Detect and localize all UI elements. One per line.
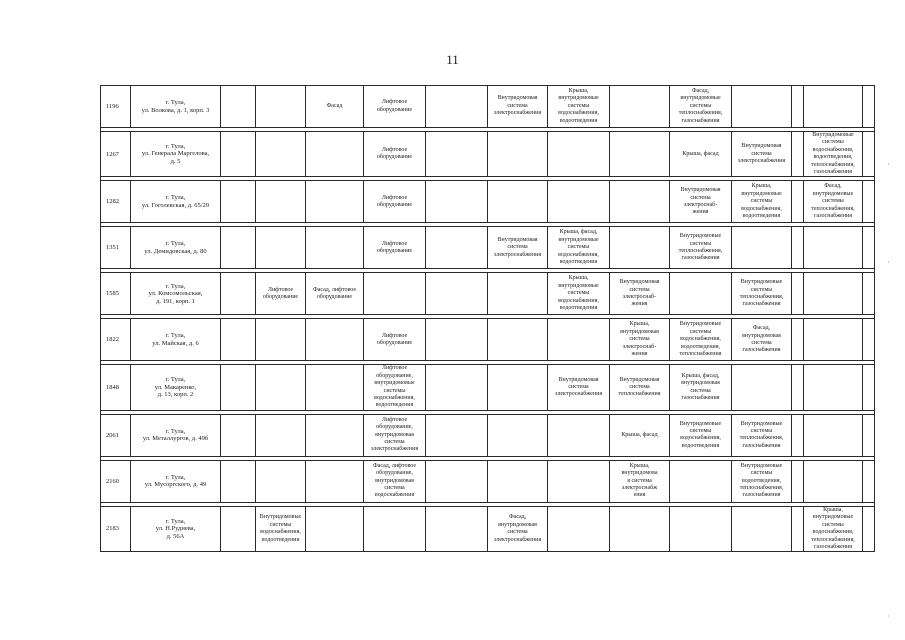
work-type-cell [488, 365, 548, 410]
table-row [101, 319, 875, 361]
work-type-cell: Внутридомовые системы теплоснабжения, газоснабжения [670, 227, 732, 269]
work-type-cell [221, 181, 256, 223]
work-type-cell [610, 181, 670, 223]
work-type-cell [610, 132, 670, 177]
work-type-cell [221, 319, 256, 361]
work-type-cell [863, 506, 875, 551]
table-row [101, 86, 875, 128]
row-number: 2061 [101, 414, 131, 456]
work-type-cell: Крыша, внутридомовая система электроснаб- жения [610, 319, 670, 361]
work-type-cell [548, 132, 610, 177]
work-type-cell [306, 319, 364, 361]
building-address: г. Тула, ул. Майская, д. 6 [131, 319, 221, 361]
work-type-cell [863, 460, 875, 502]
work-type-cell [256, 460, 306, 502]
work-type-cell [364, 273, 426, 315]
work-type-cell: Крыша, фасад, внутридомовые системы водоснабжения, водоотведения [548, 227, 610, 269]
work-type-cell [306, 414, 364, 456]
work-type-cell: Лифтовое оборудование [256, 273, 306, 315]
work-type-cell: Внутридомовая система электроснаб- жения [670, 181, 732, 223]
work-type-cell [863, 319, 875, 361]
work-type-cell: Внутридомовая система электроснабжения [488, 86, 548, 128]
work-type-cell [804, 86, 863, 128]
work-type-cell: Крыша, внутридомовые системы водоснабжения, теплоснабжения, газоснабжения [804, 506, 863, 551]
work-type-cell: Внутридомовая система электроснабжения [732, 132, 792, 177]
work-type-cell [804, 365, 863, 410]
work-type-cell: Лифтовое оборудование [364, 181, 426, 223]
margin-mark: · [887, 258, 890, 267]
work-type-cell [548, 414, 610, 456]
row-number: 2183 [101, 506, 131, 551]
work-type-cell [426, 414, 488, 456]
work-type-cell: Внутридомовые системы водоснабжения, водоотведения [670, 414, 732, 456]
work-type-cell [221, 273, 256, 315]
work-type-cell: Лифтовое оборудование, внутридомовые системы водоснабжения, водоотведения [364, 365, 426, 410]
work-type-cell [426, 319, 488, 361]
building-address: г. Тула, ул. Комсомольская, д. 191, корп. 1 [131, 273, 221, 315]
building-address: г. Тула, ул. Макаренко, д. 13, корп. 2 [131, 365, 221, 410]
work-type-cell [306, 506, 364, 551]
table-row [101, 460, 875, 502]
work-type-cell [426, 506, 488, 551]
work-type-cell [792, 460, 804, 502]
work-type-cell: Внутридомовая система теплоснабжения [610, 365, 670, 410]
margin-mark: · [887, 160, 890, 169]
work-type-cell [732, 227, 792, 269]
work-type-cell [256, 181, 306, 223]
page-number: 11 [446, 52, 459, 67]
work-type-cell [804, 319, 863, 361]
work-type-cell [804, 273, 863, 315]
work-type-cell [426, 365, 488, 410]
table-row [101, 132, 875, 177]
work-type-cell [488, 460, 548, 502]
row-number: 1848 [101, 365, 131, 410]
building-address: г. Тула, ул. Металлургов, д. 49б [131, 414, 221, 456]
row-number: 1282 [101, 181, 131, 223]
work-type-cell [792, 506, 804, 551]
work-type-cell [221, 227, 256, 269]
work-type-cell: Внутридомовые системы водоснабжения, водоотведения, теплоснабжения, газоснабжения [804, 132, 863, 177]
work-type-cell [256, 319, 306, 361]
work-type-cell: Крыша, фасад [610, 414, 670, 456]
work-type-cell: Крыша, внутридомова я система электроснабж ения [610, 460, 670, 502]
work-type-cell [610, 227, 670, 269]
work-type-cell [610, 86, 670, 128]
work-type-cell [804, 460, 863, 502]
work-type-cell [792, 227, 804, 269]
work-type-cell: Фасад, лифтовое оборудование, внутридомовая система водоснабжения [364, 460, 426, 502]
work-type-cell [792, 132, 804, 177]
work-type-cell [221, 460, 256, 502]
housing-repair-schedule-table [100, 85, 875, 552]
work-type-cell [221, 506, 256, 551]
work-type-cell [863, 227, 875, 269]
table-row [101, 414, 875, 456]
work-type-cell: Крыша, внутридомовые системы водоснабжения, водоотведения [548, 273, 610, 315]
work-type-cell: Внутридомовые системы теплоснабжения, газоснабжения [732, 414, 792, 456]
work-type-cell [863, 365, 875, 410]
work-type-cell [670, 506, 732, 551]
work-type-cell [792, 319, 804, 361]
work-type-cell [732, 86, 792, 128]
building-address: г. Тула, ул. Н.Руднева, д. 56А [131, 506, 221, 551]
building-address: г. Тула, ул. Гоголевская, д. 65/29 [131, 181, 221, 223]
work-type-cell [221, 132, 256, 177]
row-number: 1822 [101, 319, 131, 361]
building-address: г. Тула, ул. Мусоргского, д. 49 [131, 460, 221, 502]
work-type-cell: Внутридомовые системы теплоснабжения, газоснабжения [732, 273, 792, 315]
work-type-cell [792, 273, 804, 315]
work-type-cell: Внутридомовая система электроснабжения [488, 227, 548, 269]
work-type-cell [548, 181, 610, 223]
building-address: г. Тула, ул. Волкова, д. 1, корп. 3 [131, 86, 221, 128]
work-type-cell [732, 365, 792, 410]
work-type-cell [863, 273, 875, 315]
work-type-cell [488, 273, 548, 315]
row-number: 1267 [101, 132, 131, 177]
work-type-cell: Фасад, внутридомовая система газоснабжения [732, 319, 792, 361]
work-type-cell [548, 319, 610, 361]
work-type-cell [863, 132, 875, 177]
work-type-cell [488, 132, 548, 177]
work-type-cell: Фасад, внутридомовые системы теплоснабжения, газоснабжения [804, 181, 863, 223]
building-address: г. Тула, ул. Генерала Маргелова, д. 5 [131, 132, 221, 177]
work-type-cell [804, 227, 863, 269]
work-type-cell [792, 365, 804, 410]
work-type-cell [426, 132, 488, 177]
work-type-cell: Крыша, фасад [670, 132, 732, 177]
work-type-cell: Лифтовое оборудование [364, 86, 426, 128]
work-type-cell [256, 132, 306, 177]
work-type-cell [221, 365, 256, 410]
work-type-cell [670, 273, 732, 315]
work-type-cell [863, 414, 875, 456]
row-number: 2160 [101, 460, 131, 502]
work-type-cell [221, 414, 256, 456]
work-type-cell: Фасад, внутридомовая система электроснабжения [488, 506, 548, 551]
work-type-cell [256, 227, 306, 269]
work-type-cell [548, 460, 610, 502]
work-type-cell [670, 460, 732, 502]
work-type-cell [792, 414, 804, 456]
work-type-cell: Лифтовое оборудование [364, 132, 426, 177]
row-number: 1196 [101, 86, 131, 128]
work-type-cell: Внутридомовая система электроснабжения [548, 365, 610, 410]
row-number: 1585 [101, 273, 131, 315]
work-type-cell [306, 181, 364, 223]
work-type-cell [426, 460, 488, 502]
work-type-cell [488, 181, 548, 223]
work-type-cell: Внутридомовые системы водоснабжения, водоотведения [256, 506, 306, 551]
work-type-cell [426, 227, 488, 269]
work-type-cell [426, 86, 488, 128]
work-type-cell [732, 506, 792, 551]
work-type-cell [863, 86, 875, 128]
table-body [101, 86, 875, 552]
margin-mark: · [887, 612, 890, 621]
row-number: 1351 [101, 227, 131, 269]
work-type-cell [610, 506, 670, 551]
work-type-cell [306, 227, 364, 269]
work-type-cell [426, 181, 488, 223]
work-type-cell [426, 273, 488, 315]
work-type-cell: Лифтовое оборудование [364, 319, 426, 361]
work-type-cell: Лифтовое оборудование [364, 227, 426, 269]
work-type-cell [256, 414, 306, 456]
table-row [101, 273, 875, 315]
work-type-cell: Фасад, лифтовое оборудование [306, 273, 364, 315]
work-type-cell [306, 460, 364, 502]
work-type-cell [863, 181, 875, 223]
building-address: г. Тула, ул. Демидовская, д. 80 [131, 227, 221, 269]
table-row [101, 181, 875, 223]
work-type-cell: Крыша, фасад, внутридомовая система газоснабжения [670, 365, 732, 410]
work-type-cell: Внутридомовая система электроснаб- жения [610, 273, 670, 315]
work-type-cell [364, 506, 426, 551]
work-type-cell: Внутридомовые системы водоснабжения, водоотведения, теплоснабжения [670, 319, 732, 361]
work-type-cell [488, 319, 548, 361]
work-type-cell: Фасад, внутридомовые системы теплоснабжения, газоснабжения [670, 86, 732, 128]
work-type-cell [306, 365, 364, 410]
work-type-cell: Внутридомовые системы водоотведения, теплоснабжения, газоснабжения [732, 460, 792, 502]
work-type-cell [256, 86, 306, 128]
work-type-cell: Лифтовое оборудование, внутридомовая система электроснабжения [364, 414, 426, 456]
work-type-cell [221, 86, 256, 128]
work-type-cell [548, 506, 610, 551]
work-type-cell: Фасад [306, 86, 364, 128]
work-type-cell [804, 414, 863, 456]
table-row [101, 506, 875, 551]
work-type-cell [488, 414, 548, 456]
work-type-cell [256, 365, 306, 410]
work-type-cell [792, 86, 804, 128]
table-row [101, 227, 875, 269]
work-type-cell: Крыша, внутридомовые системы водоснабжения, водоотведения [548, 86, 610, 128]
table-row [101, 365, 875, 410]
work-type-cell: Крыша, внутридомовые системы водоснабжения, водоотведения [732, 181, 792, 223]
work-type-cell [792, 181, 804, 223]
work-type-cell [306, 132, 364, 177]
